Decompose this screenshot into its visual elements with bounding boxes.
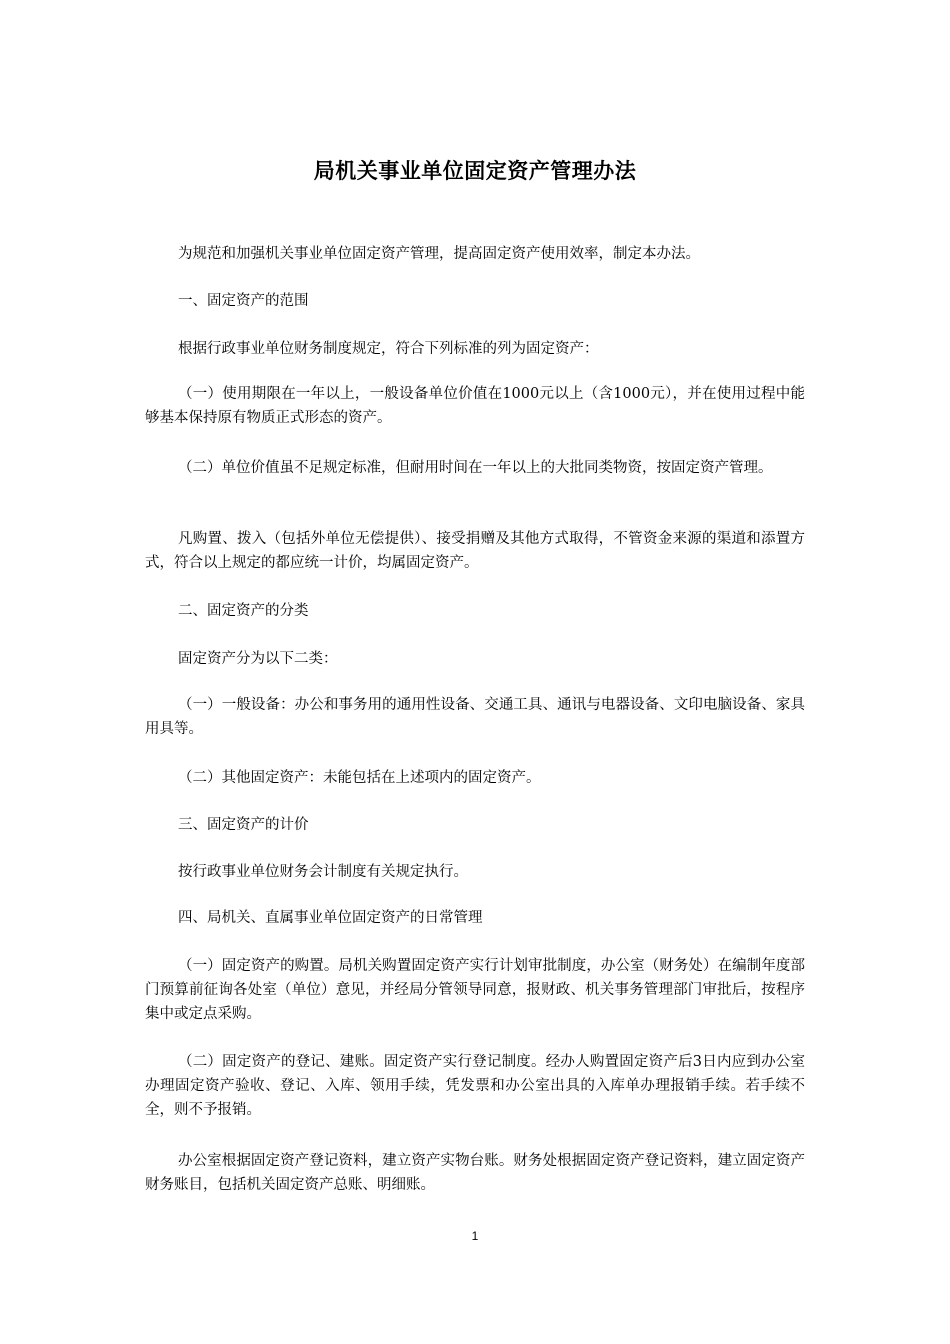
paragraph-ledger: 办公室根据固定资产登记资料，建立资产实物台账。财务处根据固定资产登记资料，建立固定资产财务账目，包括机关固定资产总账、明细账。 (145, 1153, 805, 1193)
section-heading-classification: 二、固定资产的分类 (178, 603, 309, 619)
section-heading-management: 四、局机关、直属事业单位固定资产的日常管理 (178, 910, 483, 926)
paragraph-purchase: （一）固定资产的购置。局机关购置固定资产实行计划审批制度，办公室（财务处）在编制年度部门预算前征询各处室（单位）意见，并经局分管领导同意，报财政、机关事务管理部门审批后，按程序集中或定点采购。 (145, 958, 805, 1022)
paragraph-class-2: （二）其他固定资产：未能包括在上述项内的固定资产。 (178, 770, 541, 786)
section-heading-valuation: 三、固定资产的计价 (178, 817, 309, 833)
paragraph-standard: 根据行政事业单位财务制度规定，符合下列标准的列为固定资产： (178, 341, 599, 357)
paragraph-registration: （二）固定资产的登记、建账。固定资产实行登记制度。经办人购置固定资产后3日内应到办公室办理固定资产验收、登记、入库、领用手续，凭发票和办公室出具的入库单办理报销手续。若手续不全，则不予报销。 (145, 1054, 805, 1118)
paragraph-item-1: （一）使用期限在一年以上，一般设备单位价值在1000元以上（含1000元），并在使用过程中能够基本保持原有物质正式形态的资产。 (145, 386, 805, 426)
section-heading-scope: 一、固定资产的范围 (178, 293, 309, 309)
document-title: 局机关事业单位固定资产管理办法 (313, 159, 637, 183)
paragraph-class-1: （一）一般设备：办公和事务用的通用性设备、交通工具、通讯与电器设备、文印电脑设备、家具用具等。 (145, 697, 805, 737)
page-number: 1 (471, 1229, 479, 1243)
paragraph-acquisition: 凡购置、拨入（包括外单位无偿提供）、接受捐赠及其他方式取得，不管资金来源的渠道和添置方式，符合以上规定的都应统一计价，均属固定资产。 (145, 531, 805, 571)
paragraph-item-2: （二）单位价值虽不足规定标准，但耐用时间在一年以上的大批同类物资，按固定资产管理。 (178, 460, 773, 476)
paragraph-classes: 固定资产分为以下二类： (178, 651, 338, 667)
intro-paragraph: 为规范和加强机关事业单位固定资产管理，提高固定资产使用效率，制定本办法。 (178, 246, 700, 262)
paragraph-valuation: 按行政事业单位财务会计制度有关规定执行。 (178, 864, 468, 880)
